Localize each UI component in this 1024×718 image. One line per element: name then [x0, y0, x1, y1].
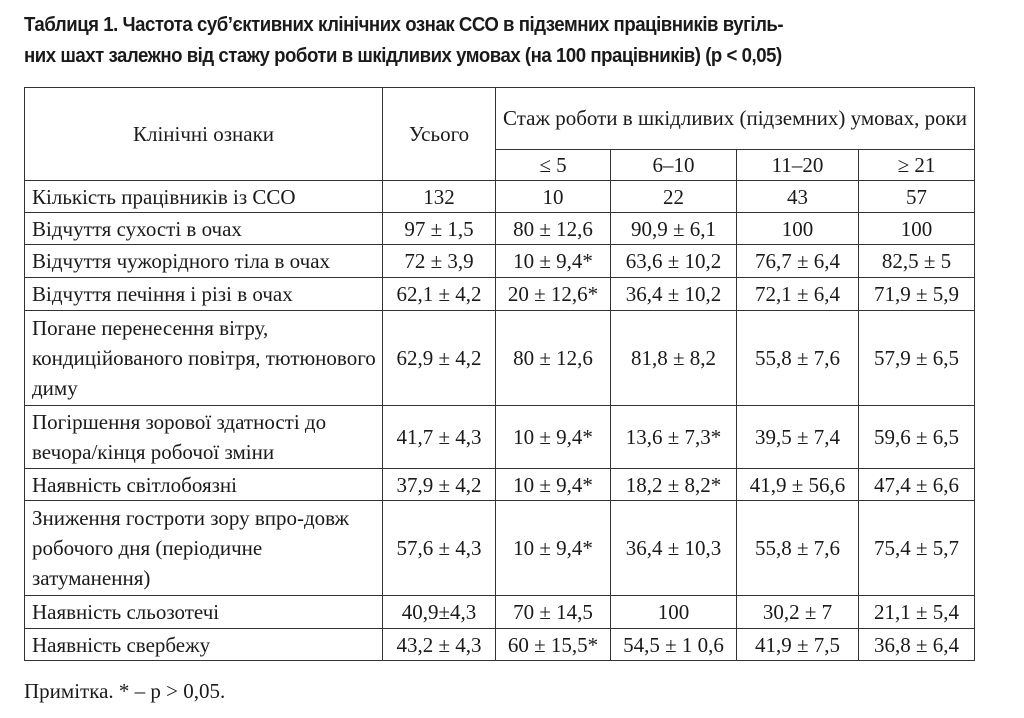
table-row	[25, 278, 975, 311]
row-label: Погане перенесення вітру, кондиційованого повітря, тютюнового диму	[25, 311, 383, 406]
row-value: 82,5 ± 5	[859, 245, 975, 278]
row-value: 57,6 ± 4,3	[383, 501, 496, 596]
data-table	[24, 87, 975, 661]
row-label: Наявність світлобоязні	[25, 469, 383, 501]
row-value: 55,8 ± 7,6	[737, 311, 859, 406]
row-value: 30,2 ± 7	[737, 596, 859, 629]
row-value: 41,9 ± 7,5	[737, 629, 859, 661]
row-value: 36,4 ± 10,3	[611, 501, 737, 596]
row-label: Наявність сльозотечі	[25, 596, 383, 629]
row-value: 76,7 ± 6,4	[737, 245, 859, 278]
row-label: Відчуття печіння і різі в очах	[25, 278, 383, 311]
row-value: 55,8 ± 7,6	[737, 501, 859, 596]
row-value: 36,8 ± 6,4	[859, 629, 975, 661]
table-row	[25, 245, 975, 278]
header-clinical-signs: Клінічні ознаки	[25, 88, 383, 181]
row-value: 18,2 ± 8,2*	[611, 469, 737, 501]
header-period: 11–20	[737, 150, 859, 181]
row-value: 40,9±4,3	[383, 596, 496, 629]
row-value: 21,1 ± 5,4	[859, 596, 975, 629]
table-row	[25, 311, 975, 406]
row-value: 22	[611, 181, 737, 213]
table-row	[25, 213, 975, 245]
row-value: 72,1 ± 6,4	[737, 278, 859, 311]
header-period: ≤ 5	[496, 150, 611, 181]
row-value: 47,4 ± 6,6	[859, 469, 975, 501]
row-value: 57	[859, 181, 975, 213]
row-value: 72 ± 3,9	[383, 245, 496, 278]
row-value: 80 ± 12,6	[496, 213, 611, 245]
row-value: 62,1 ± 4,2	[383, 278, 496, 311]
row-label: Відчуття чужорідного тіла в очах	[25, 245, 383, 278]
row-value: 132	[383, 181, 496, 213]
table-caption	[24, 10, 917, 72]
row-value: 36,4 ± 10,2	[611, 278, 737, 311]
row-value: 10 ± 9,4*	[496, 501, 611, 596]
row-label: Наявність свербежу	[25, 629, 383, 661]
table-note: Примітка. * – р > 0,05.	[24, 679, 226, 703]
header-experience-group: Стаж роботи в шкідливих (підземних) умовах, роки	[496, 88, 975, 150]
row-label: Кількість працівників із ССО	[25, 181, 383, 213]
row-label: Зниження гостроти зору впро-довж робочого дня (періодичне затуманення)	[25, 501, 383, 596]
row-value: 10 ± 9,4*	[496, 245, 611, 278]
row-value: 57,9 ± 6,5	[859, 311, 975, 406]
row-label: Відчуття сухості в очах	[25, 213, 383, 245]
row-value: 62,9 ± 4,2	[383, 311, 496, 406]
row-value: 37,9 ± 4,2	[383, 469, 496, 501]
row-value: 13,6 ± 7,3*	[611, 406, 737, 469]
row-value: 43,2 ± 4,3	[383, 629, 496, 661]
row-value: 90,9 ± 6,1	[611, 213, 737, 245]
table-row	[25, 181, 975, 213]
row-value: 75,4 ± 5,7	[859, 501, 975, 596]
row-value: 60 ± 15,5*	[496, 629, 611, 661]
header-period: ≥ 21	[859, 150, 975, 181]
row-value: 54,5 ± 1 0,6	[611, 629, 737, 661]
caption-line-2: них шахт залежно від стажу роботи в шкідливих умовах (на 100 працівників) (р < 0,05)	[24, 45, 782, 67]
row-value: 71,9 ± 5,9	[859, 278, 975, 311]
row-value: 100	[859, 213, 975, 245]
table-row	[25, 629, 975, 661]
row-value: 97 ± 1,5	[383, 213, 496, 245]
row-value: 81,8 ± 8,2	[611, 311, 737, 406]
table-row	[25, 469, 975, 501]
row-value: 63,6 ± 10,2	[611, 245, 737, 278]
header-total: Усього	[383, 88, 496, 181]
table-row	[25, 596, 975, 629]
row-label: Погіршення зорової здатності до вечора/кінця робочої зміни	[25, 406, 383, 469]
row-value: 41,9 ± 56,6	[737, 469, 859, 501]
header-period: 6–10	[611, 150, 737, 181]
row-value: 43	[737, 181, 859, 213]
table-row	[25, 406, 975, 469]
row-value: 41,7 ± 4,3	[383, 406, 496, 469]
row-value: 10 ± 9,4*	[496, 406, 611, 469]
row-value: 39,5 ± 7,4	[737, 406, 859, 469]
caption-line-1: Таблиця 1. Частота суб’єктивних клінічних ознак ССО в підземних працівників вугіль-	[24, 14, 784, 36]
table-row	[25, 501, 975, 596]
row-value: 80 ± 12,6	[496, 311, 611, 406]
row-value: 20 ± 12,6*	[496, 278, 611, 311]
row-value: 10	[496, 181, 611, 213]
row-value: 59,6 ± 6,5	[859, 406, 975, 469]
row-value: 10 ± 9,4*	[496, 469, 611, 501]
row-value: 70 ± 14,5	[496, 596, 611, 629]
row-value: 100	[611, 596, 737, 629]
row-value: 100	[737, 213, 859, 245]
